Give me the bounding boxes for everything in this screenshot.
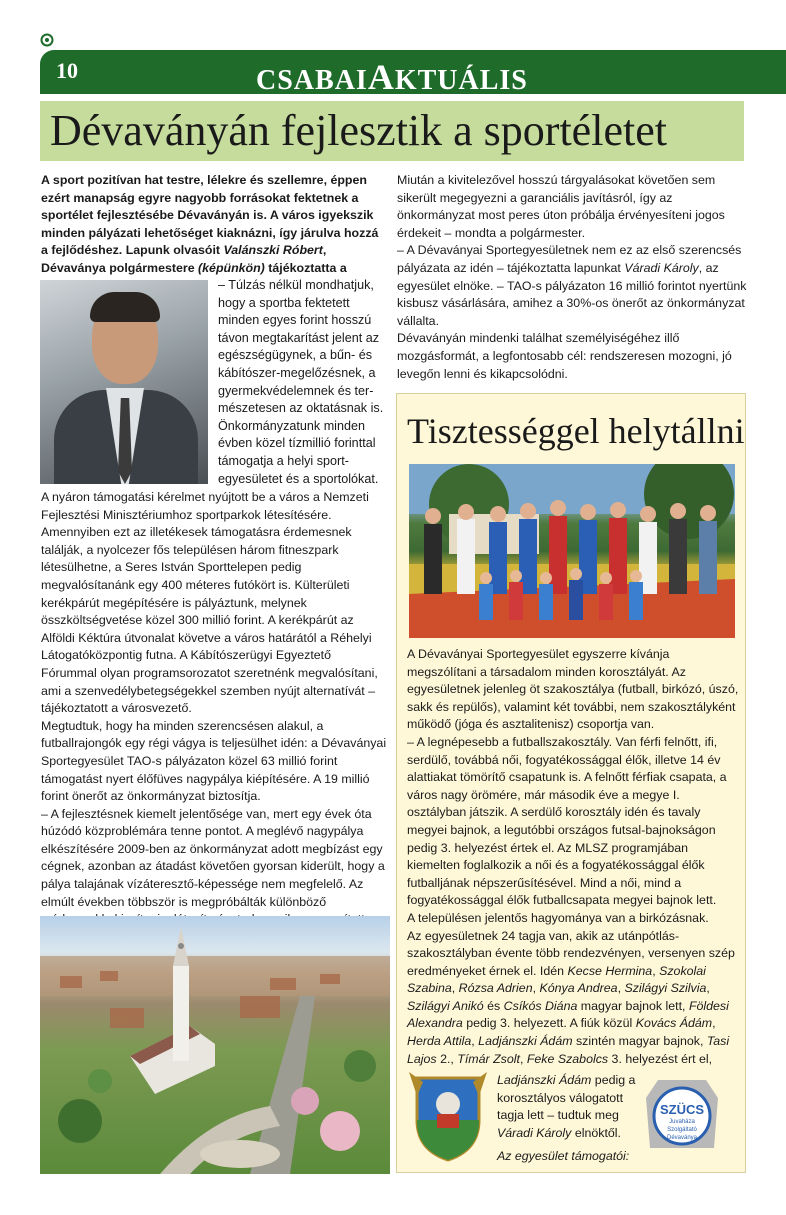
article-body-right [397, 172, 747, 383]
article-body-left [41, 489, 389, 929]
paragraph: Dévaványán mindenki találhat személyiségéhez illő mozgásformát, a legfontosabb cél: rendszeresen mozogni, jó levegőn lenni és kikapcsolódni. [397, 331, 732, 381]
town-aerial-photo [40, 916, 390, 1174]
paragraph: Megtudtuk, hogy ha minden szerencsésen alakul, a futballrajongók egy régi vágya is teljesülhet idén: a Dévaványai Sportegyesület TAO-s pályázaton közel 63 millió forint támogatást nyert élőfüves nagypálya kiépítésére. A 19 millió forint önerőt az önkormányzat biztosítja. [41, 718, 387, 804]
paragraph: – A fejlesztésnek kiemelt jelentősége van, mert egy évek óta húzódó közproblémára tenne pontot. A meglévő nagypálya elkészítésére 2009-ben az önkormányzat adott megbízást egy cégnek, azonban az átadást követően gyorsan kiderült, hogy a pálya talajának vízáteresztő-képessége nem megfelelő. Az elmúlt években többször is megpróbálták különböző [41, 806, 385, 909]
article-lead: A sport pozitívan hat testre, lélekre és szellemre, éppen ezért manapság egyre nagyobb forrásokat fektetnek a sportélet fejlesztésébe Dévaványán is. A város igyekszik minden pályázati lehetőséget kiaknázni, így járulva hozzá a fejlődéshez. Lapunk olvasóit Valánszki Róbert, Dévaványa polgármestere (képünkön) tájékoztatta a [41, 173, 379, 275]
sponsor-logo-subtext: Juvaháza Szolgáltató Dévaványa [666, 1119, 698, 1141]
article-title: Dévaványán fejlesztik a sportéletet [50, 106, 667, 155]
paragraph: – A Dévaványai Sportegyesületnek nem ez az első szerencsés pályázata az idén – tájékoztatta lapunkat Váradi Károly, az egyesület elnöke. – TAO-s pályázaton 16 millió forintot nyertünk kisbusz vásárlására, amihez a 30%-os önerőt az önkormányzat vállalta. [397, 243, 747, 328]
paragraph: Az egyesületnek 24 tagja van, akik az utánpótlás-szakosztályban évente több rendezvényen, versenyen szép eredményeket érnek el. Idén Kecse Hermina, Szokolai Szabina, Rózsa Adrien, Kónya Andrea, Szilágyi Szilvia, Szilágyi Anikó és Csíkós Diána magyar bajnok lett, Földesi Alexandra pedig 3. helyezett. A fiúk közül Kovács Ádám, Herda Attila, Ladjánszki Ádám szintén magyar bajnok, Tasi Lajos 2., Tímár Zsolt, Feke Szabolcs 3. helyezést ért el, [407, 928, 735, 1066]
paragraph: Miután a kivitelezővel hosszú tárgyalásokat követően sem sikerült megegyezni a garanciális javításról, így az önkormányzat most peres úton próbálja érvényesíteni jogos érdekeit – mondta a polgármester. [397, 173, 725, 240]
masthead: CSABAIAKTUÁLIS [256, 57, 528, 97]
paragraph: – A legnépesebb a futballszakosztály. Van férfi felnőtt, ifi, serdülő, továbbá női, fogyatékossággal élők, illetve 14 év alattiakat tömörítő csapatunk is. A felnőtt férfiak csapata, a város nagy örömére, már második éve a megye I. osztályban játszik. A serdülő korosztály idén és tavaly megyei bajnok, a legutóbbi országos futsal-bajnokságon pedig 3. helyezést értek el. Az MLSZ programjában kiemelten foglalkozik a női és a fogyatékossággal élők futballjának népszerűsítésével. Mind a női, mind a fogyatékossággal élők futballcsapata megyei bajnok lett. [407, 734, 727, 908]
sidebar-closing [497, 1072, 637, 1166]
sidebar-text [407, 646, 741, 1068]
paragraph: A Dévaványai Sportegyesület egyszerre kívánja megszólítani a társadalom minden korosztályát. Az egyesületnek jelenleg öt szakosztálya (futball, birkózó, úszó, sakk és repülős), valamint két további, nem szakosztályként működő (jóga és asztalitenisz) csoportja van. [407, 647, 739, 732]
team-photo [409, 464, 735, 638]
article-wrap-text: – Túlzás nélkül mondhatjuk, hogy a sportba fektetett minden egyes forint hosszú távon megtakarítást jelent az egészségügynek, a bűn- és kábítószer-megelőzésnek, a gyermekvédelemnek és ter- mészetesen az oktatásnak is. Önkormányzatunk minden évben közel tízmillió forinttal támogatja a helyi sport- egyesületet és a sportolókat. [218, 278, 384, 486]
title-band [40, 101, 744, 161]
town-coat-of-arms-icon [407, 1070, 489, 1162]
supporters-label: Az egyesület támogatói: [497, 1149, 630, 1164]
paragraph: Ladjánszki Ádám pedig a korosztályos válogatott tagja lett – tudtuk meg Váradi Károly elnöktől. [497, 1073, 636, 1140]
sponsor-logo-text: SZÜCS [659, 1102, 705, 1117]
paragraph: A nyáron támogatási kérelmet nyújtott be a város a Nemzeti Fejlesztési Minisztériumhoz sportparkok létesítésére. Amennyiben ezt az illetékesek támogatásra érdemesnek találják, a nyolcezer fős településen három fitneszpark létesülhetne, a Seres István Sporttelepen pedig megvalósítanánk egy 400 méteres futókört is. Külterületi kerékpárút megépítésére is pályáztunk, melynek összköltségvetése közel 300 millió forint. A kerékpárút az Alföldi Kéktúra útvonalat követve a város határától a Réhelyi Látogatóközpontig futna. A Kábítószerügyi Egyeztető Fórummal olyan programsorozatot szeretnénk megvalósítani, ami a szenvedélybetegségekkel szemben nyújt alternatívát – tájékoztatott a városvezető. [41, 490, 378, 716]
page-number: 10 [56, 58, 78, 83]
magazine-logo-icon [40, 33, 54, 47]
mayor-portrait-photo [40, 280, 208, 484]
sidebar-box [396, 393, 746, 1173]
sponsor-logo [642, 1074, 722, 1154]
sidebar-title: Tisztességgel helytállni [407, 411, 745, 451]
paragraph: A településen jelentős hagyománya van a birkózásnak. [407, 910, 709, 925]
